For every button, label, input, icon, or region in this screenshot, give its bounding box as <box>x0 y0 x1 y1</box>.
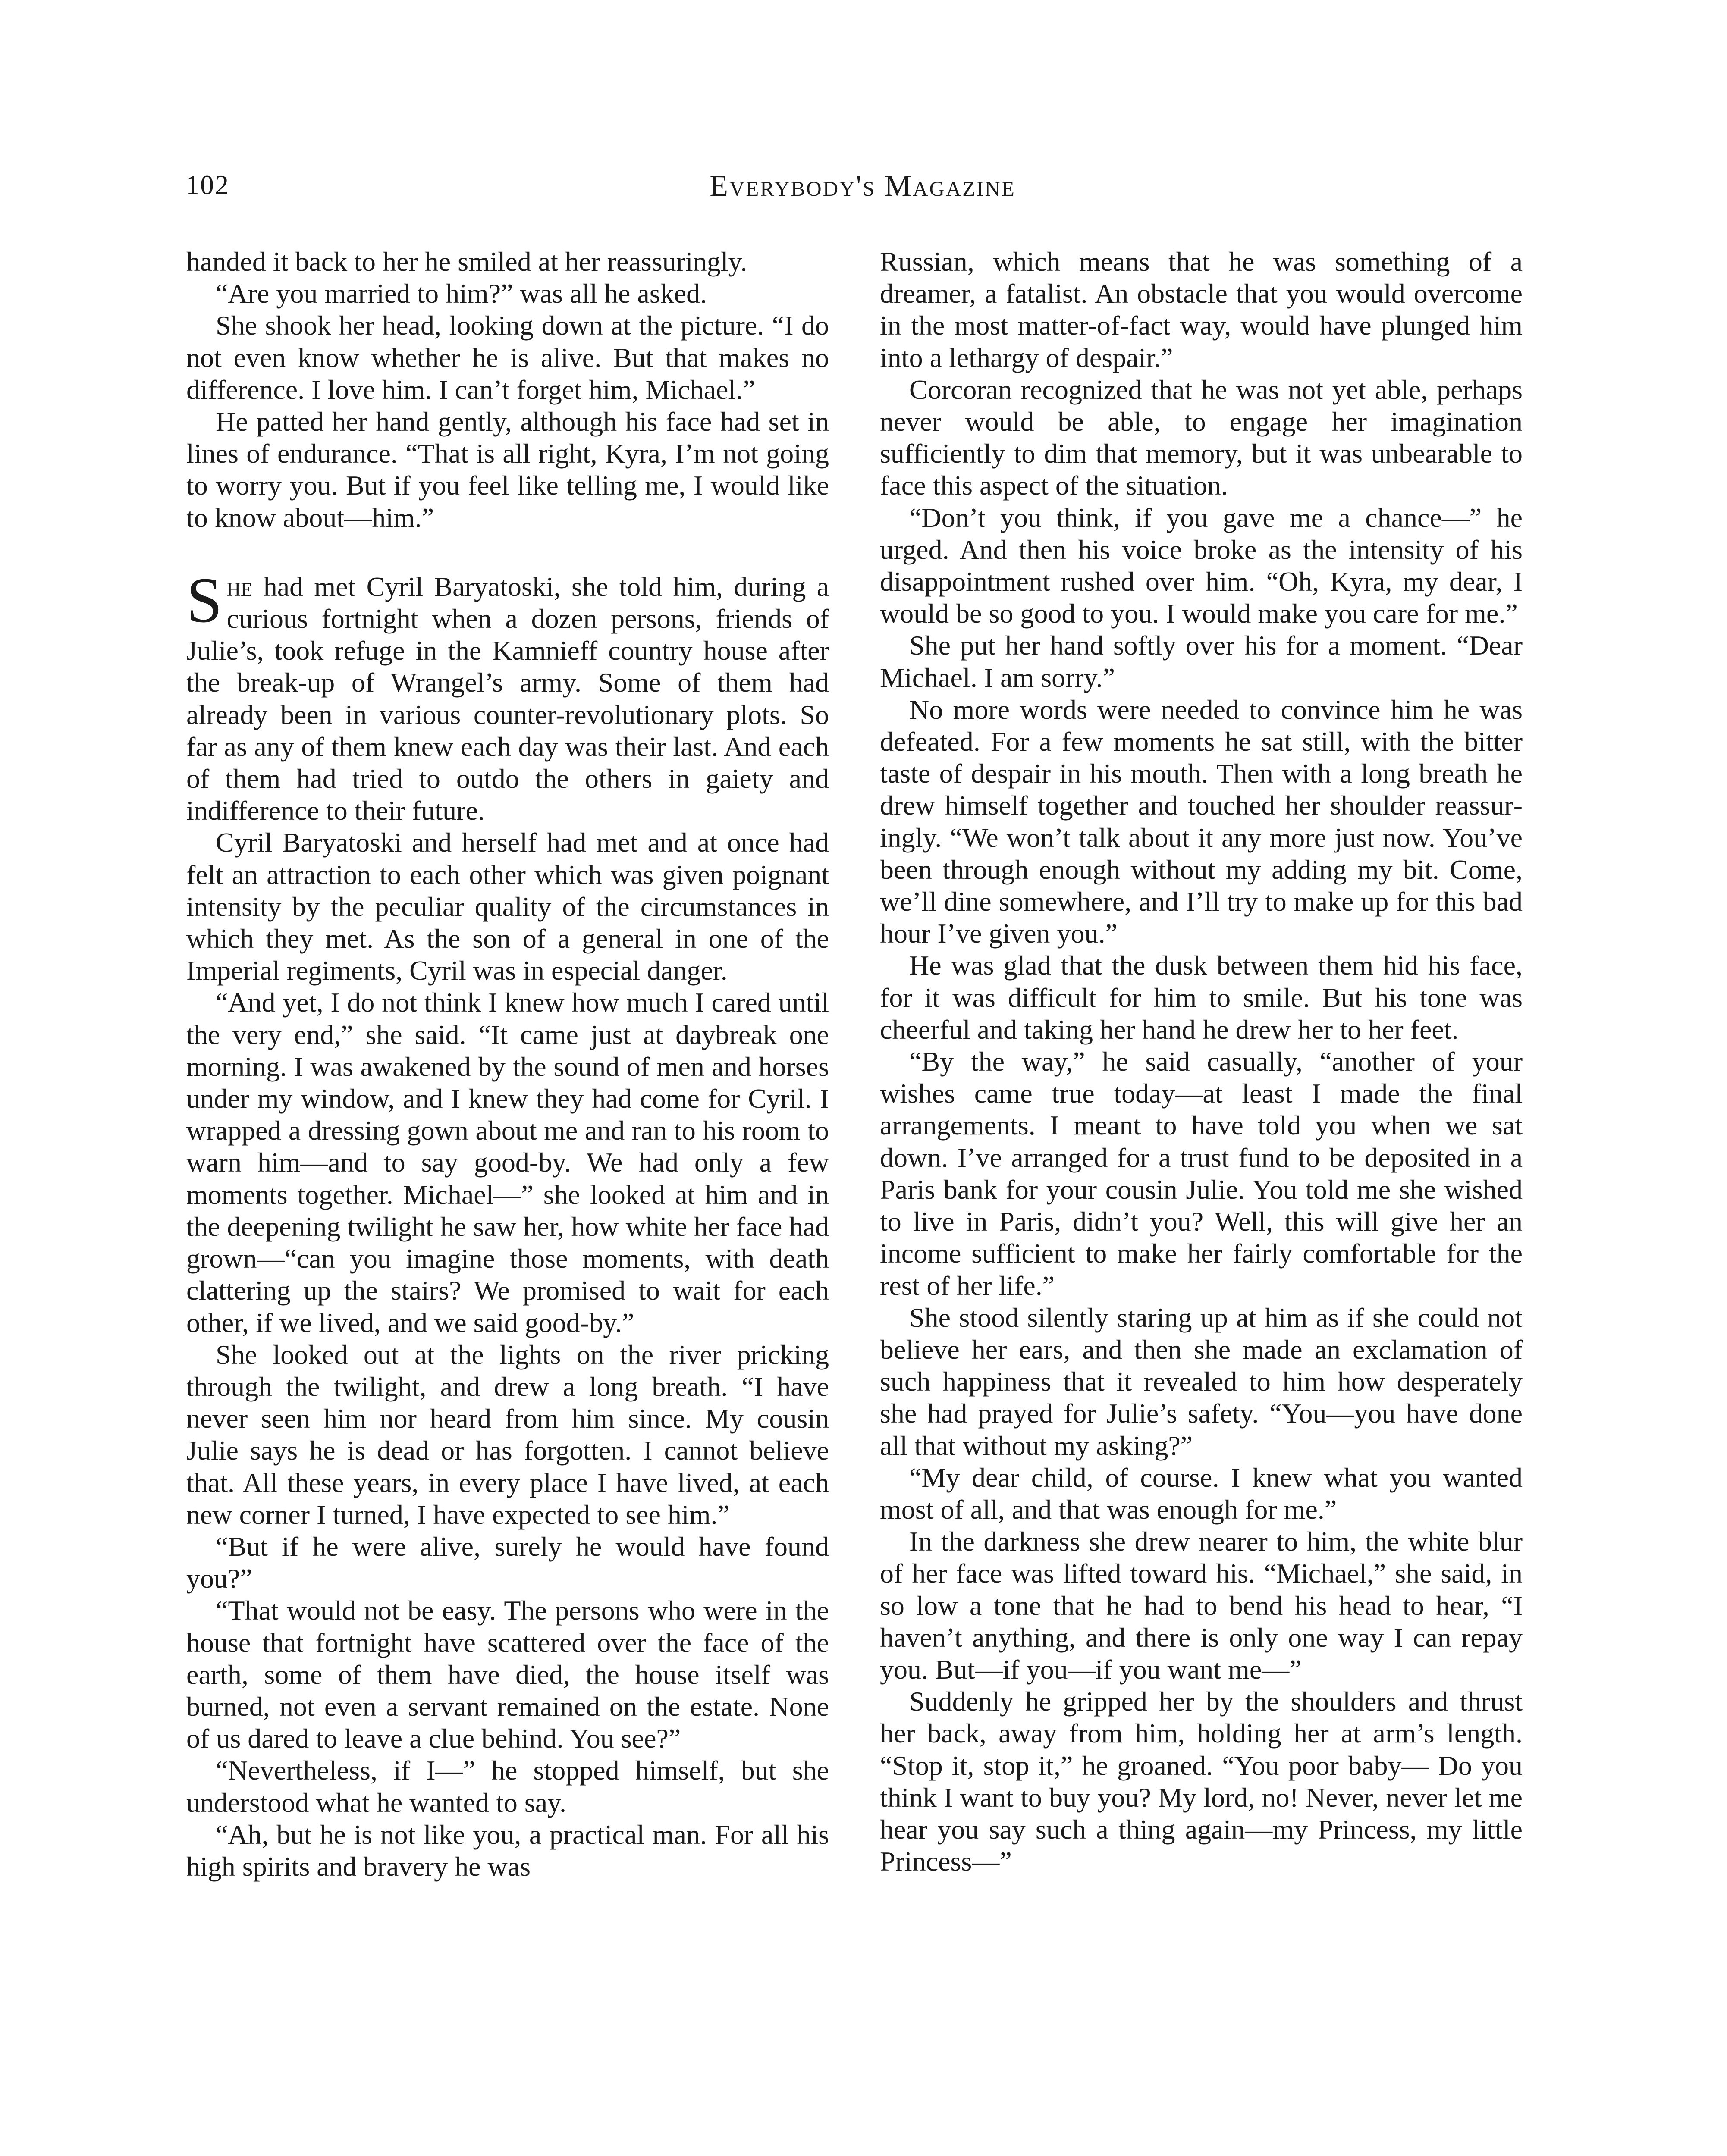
paragraph: He was glad that the dusk between them hid his face, for it was difficult for him to smile. But his tone was cheerful and taking her hand he drew her to her feet. <box>880 950 1523 1045</box>
paragraph: “Ah, but he is not like you, a practical man. For all his high spirits and bravery he was <box>186 1819 829 1882</box>
paragraph: She stood silently staring up at him as if she could not believe her ears, and then she made an exclamation of such happiness that it revealed to him how desperately she had prayed for Julie’s safety. “You—you have done all that without my asking?” <box>880 1302 1523 1461</box>
paragraph: In the darkness she drew nearer to him, the white blur of her face was lifted toward his. “Michael,” she said, in so low a tone that he had to bend his head to hear, “I haven’t anything, and there is only one way I can repay you. But—if you—if you want me—” <box>880 1526 1523 1685</box>
paragraph: Russian, which means that he was something of a dreamer, a fatalist. An obstacle that you would overcome in the most matter-of-fact way, would have plunged him into a lethargy of despair.” <box>880 246 1523 373</box>
right-column <box>880 246 1523 1877</box>
paragraph: He patted her hand gently, although his face had set in lines of endurance. “That is all right, Kyra, I’m not going to worry you. But if you feel like telling me, I would like to know about—him.” <box>186 406 829 533</box>
page-number: 102 <box>185 169 229 200</box>
paragraph: Corcoran recognized that he was not yet able, perhaps never would be able, to engage her imagination sufficiently to dim that memory, but it was unbearable to face this aspect of the situation. <box>880 374 1523 501</box>
paragraph: “Are you married to him?” was all he asked. <box>216 278 707 309</box>
section-text: had met Cyril Baryatoski, she told him, during a curious fortnight when a dozen persons, friends of Julie’s, took refuge in the Kamnieff country house after the break-up of Wrangel’s army. Some of them had already been in various counter-revolutionary plots. So far as any of them knew each day was their last. And each of them had tried to outdo the others in gaiety and indifference to their future. <box>186 571 829 826</box>
paragraph: She put her hand softly over his for a moment. “Dear Michael. I am sorry.” <box>880 630 1523 693</box>
paragraph: “Nevertheless, if I—” he stopped himself, but she understood what he wanted to say. <box>186 1755 829 1818</box>
running-head: Everybody's Magazine <box>710 169 1016 203</box>
paragraph: Suddenly he gripped her by the shoulders and thrust her back, away from him, holding her at arm’s length. “Stop it, stop it,” he groaned. “You poor baby— Do you think I want to buy you? My lord, no! Never, never let me hear you say such a thing again—my Princess, my little Princess—” <box>880 1686 1523 1877</box>
paragraph: “But if he were alive, surely he would have found you?” <box>186 1531 829 1594</box>
drop-cap: S <box>186 564 223 636</box>
paragraph: No more words were needed to convince him he was defeated. For a few moments he sat still, with the bitter taste of despair in his mouth. Then with a long breath he drew himself together and touched her shoulder reassuringly. “We won’t talk about it any more just now. You’ve been through enough without my adding my bit. Come, we’ll dine somewhere, and I’ll try to make up for this bad hour I’ve given you.” <box>880 694 1523 949</box>
left-column <box>186 246 829 1883</box>
section-start-paragraph <box>186 564 829 827</box>
paragraph: She looked out at the lights on the river pricking through the twilight, and drew a long breath. “I have never seen him nor heard from him since. My cousin Julie says he is dead or has forgotten. I cannot believe that. All these years, in every place I have lived, at each new corner I turned, I have expected to see him.” <box>186 1339 829 1530</box>
paragraph: “By the way,” he said casually, “another of your wishes came true today—at least I made the final arrangements. I meant to have told you when we sat down. I’ve arranged for a trust fund to be deposited in a Paris bank for your cousin Julie. You told me she wished to live in Paris, didn’t you? Well, this will give her an income sufficient to make her fairly comfortable for the rest of her life.” <box>880 1046 1523 1301</box>
paragraph: “Don’t you think, if you gave me a chance—” he urged. And then his voice broke as the intensity of his disappointment rushed over him. “Oh, Kyra, my dear, I would be so good to you. I would make you care for me.” <box>880 502 1523 629</box>
paragraph: Cyril Baryatoski and herself had met and at once had felt an attraction to each other which was given poignant intensity by the peculiar quality of the circumstances in which they met. As the son of a general in one of the Imperial regiments, Cyril was in especial danger. <box>186 827 829 986</box>
paragraph: “My dear child, of course. I knew what you wanted most of all, and that was enough for me.” <box>880 1462 1523 1525</box>
section-lead-words: he <box>226 571 253 602</box>
paragraph: She shook her head, looking down at the picture. “I do not even know whether he is alive. But that makes no difference. I love him. I can’t forget him, Michael.” <box>186 310 829 405</box>
paragraph: “And yet, I do not think I knew how much I cared until the very end,” she said. “It came just at daybreak one morning. I was awakened by the sound of men and horses under my window, and I knew they had come for Cyril. I wrapped a dressing gown about me and ran to his room to warn him—and to say good-by. We had only a few moments together. Michael—” she looked at him and in the deepening twilight he saw her, how white her face had grown—“can you imagine those moments, with death clattering up the stairs? We promised to wait for each other, if we lived, and we said good-by.” <box>186 987 829 1338</box>
paragraph: “That would not be easy. The persons who were in the house that fortnight have scattered over the face of the earth, some of them have died, the house itself was burned, not even a servant remained on the estate. None of us dared to leave a clue behind. You see?” <box>186 1595 829 1754</box>
paragraph: handed it back to her he smiled at her reassuringly. <box>186 246 747 277</box>
